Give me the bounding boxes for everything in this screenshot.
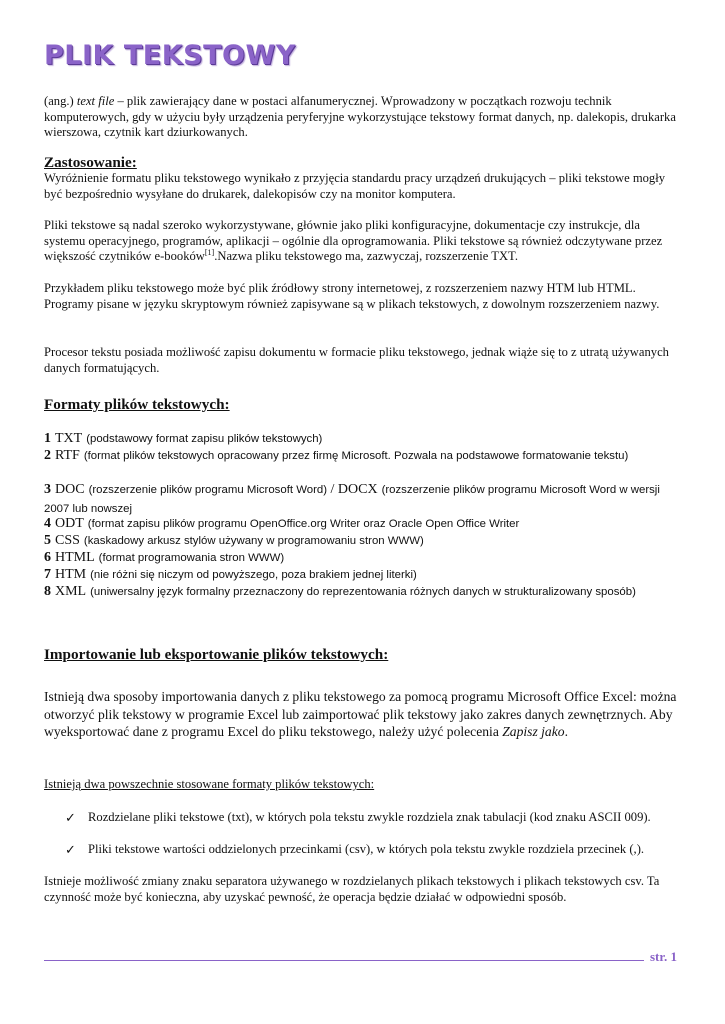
zastosowanie-p2-text-b: .Nazwa pliku tekstowego ma, zazwyczaj, rozszerzenie TXT. (214, 249, 518, 264)
format-number: 2 (44, 448, 51, 463)
format-desc: (podstawowy format zapisu plików tekstowych) (86, 433, 323, 445)
zastosowanie-paragraph-2 (44, 218, 684, 265)
format-item-xml (44, 582, 684, 601)
import-heading: Importowanie lub eksportowanie plików tekstowych: (44, 646, 389, 663)
format-number: 8 (44, 584, 51, 599)
intro-text: – plik zawierający dane w postaci alfanumerycznej. Wprowadzony w początkach rozwoju technik komputerowych, gdy w użyciu były urządzenia peryferyjne wykorzystujące tekstowy format danych, np. dalekopis, drukarka wierszowa, czytnik kart dziurkowanych. (44, 94, 676, 140)
intro-paragraph (44, 94, 684, 141)
format-desc: (rozszerzenie plików programu Microsoft Word) (88, 484, 327, 496)
format-name: ODT (55, 516, 84, 531)
format-separator: / (327, 482, 338, 497)
import-p1-text-b: . (564, 724, 568, 740)
zastosowanie-paragraph-1: Wyróżnienie formatu pliku tekstowego wynikało z przyjęcia standardu pracy urządzeń drukujących – pliki tekstowe mogły być bezpośrednio wysyłane do drukarek, dalekopisów czy na monitor komputera. (44, 171, 666, 201)
format-item-rtf (44, 446, 684, 465)
format-desc: (kaskadowy arkusz stylów używany w programowaniu stron WWW) (83, 535, 424, 547)
format-name: DOC (55, 482, 85, 497)
format-number: 3 (44, 482, 51, 497)
list-item: Pliki tekstowe wartości oddzielonych przecinkami (csv), w których pola tekstu zwykle rozdziela przecinek (,). (88, 842, 645, 856)
format-number: 6 (44, 550, 51, 565)
format-number: 1 (44, 431, 51, 446)
zastosowanie-paragraph-4: Procesor tekstu posiada możliwość zapisu dokumentu w formacie pliku tekstowego, jednak wiąże się to z utratą używanych danych formatujących. (44, 345, 669, 375)
format-name: HTML (55, 550, 95, 565)
format-number: 7 (44, 567, 51, 582)
format-number: 5 (44, 533, 51, 548)
format-number: 4 (44, 516, 51, 531)
import-subheading: Istnieją dwa powszechnie stosowane formaty plików tekstowych: (44, 777, 375, 791)
intro-prefix: (ang.) (44, 94, 77, 108)
format-name: CSS (55, 533, 80, 548)
format-name: RTF (55, 448, 80, 463)
format-desc-2: (rozszerzenie plików programu Microsoft Word w wersji 2007 lub nowszej (44, 484, 660, 515)
footer-divider (44, 960, 644, 961)
checkmark-icon: ✓ (65, 842, 76, 857)
zastosowanie-heading: Zastosowanie: (44, 154, 137, 171)
zastosowanie-paragraph-3: Przykładem pliku tekstowego może być plik źródłowy strony internetowej, z rozszerzeniem nazwy HTM lub HTML. Programy pisane w języku skryptowym również zapisywane są w plikach tekstowych, z dowolnym rozszerzeniem nazwy. (44, 281, 660, 311)
intro-term: text file (76, 94, 115, 108)
zastosowanie-p2-text-a: Pliki tekstowe są nadal szeroko wykorzystywane, głównie jako pliki konfiguracyjne, dokumentacje czy instrukcje, dla systemu operacyjnego, programów, aplikacji – ogólnie dla oprogramowania. Pliki tekstowe są również odczytywane przez większość czytników e-booków (44, 218, 663, 264)
footnote-ref: [1] (204, 248, 215, 257)
import-paragraph-1 (44, 688, 684, 741)
import-p1-text-a: Istnieją dwa sposoby importowania danych z pliku tekstowego za pomocą programu Microsoft Office Excel: można otworzyć plik tekstowy w programie Excel lub zaimportować plik tekstowy jako zakres danych zewnętrznych. Aby wyeksportować dane z programu Excel do pliku tekstowego, należy użyć polecenia (44, 689, 677, 740)
format-name: HTM (55, 567, 87, 582)
formaty-heading: Formaty plików tekstowych: (44, 396, 230, 413)
format-desc: (format programowania stron WWW) (98, 552, 285, 564)
page-title: PLIK TEKSTOWY (44, 40, 296, 71)
format-name: XML (55, 584, 87, 599)
format-item-doc (44, 480, 684, 518)
format-desc: (format plików tekstowych opracowany przez firmę Microsoft. Pozwala na podstawowe formatowanie tekstu) (83, 450, 629, 462)
format-desc: (uniwersalny język formalny przeznaczony do reprezentowania różnych danych w strukturalizowany sposób) (90, 586, 636, 598)
import-command: Zapisz jako (502, 724, 565, 740)
checkmark-icon: ✓ (65, 810, 76, 825)
format-desc: (format zapisu plików programu OpenOffice.org Writer oraz Oracle Open Office Writer (87, 518, 520, 530)
import-paragraph-2: Istnieje możliwość zmiany znaku separatora używanego w rozdzielanych plikach tekstowych i plikach tekstowych csv. Ta czynność może być konieczna, aby uzyskać pewność, że operacja będzie działać w odpowiedni sposób. (44, 874, 660, 904)
format-desc: (nie różni się niczym od powyższego, poza brakiem jednej literki) (90, 569, 417, 581)
page-number: str. 1 (650, 949, 677, 964)
format-name: TXT (55, 431, 83, 446)
list-item: Rozdzielane pliki tekstowe (txt), w których pola tekstu zwykle rozdziela znak tabulacji (kod znaku ASCII 009). (88, 810, 651, 824)
format-name-2: DOCX (337, 482, 378, 497)
